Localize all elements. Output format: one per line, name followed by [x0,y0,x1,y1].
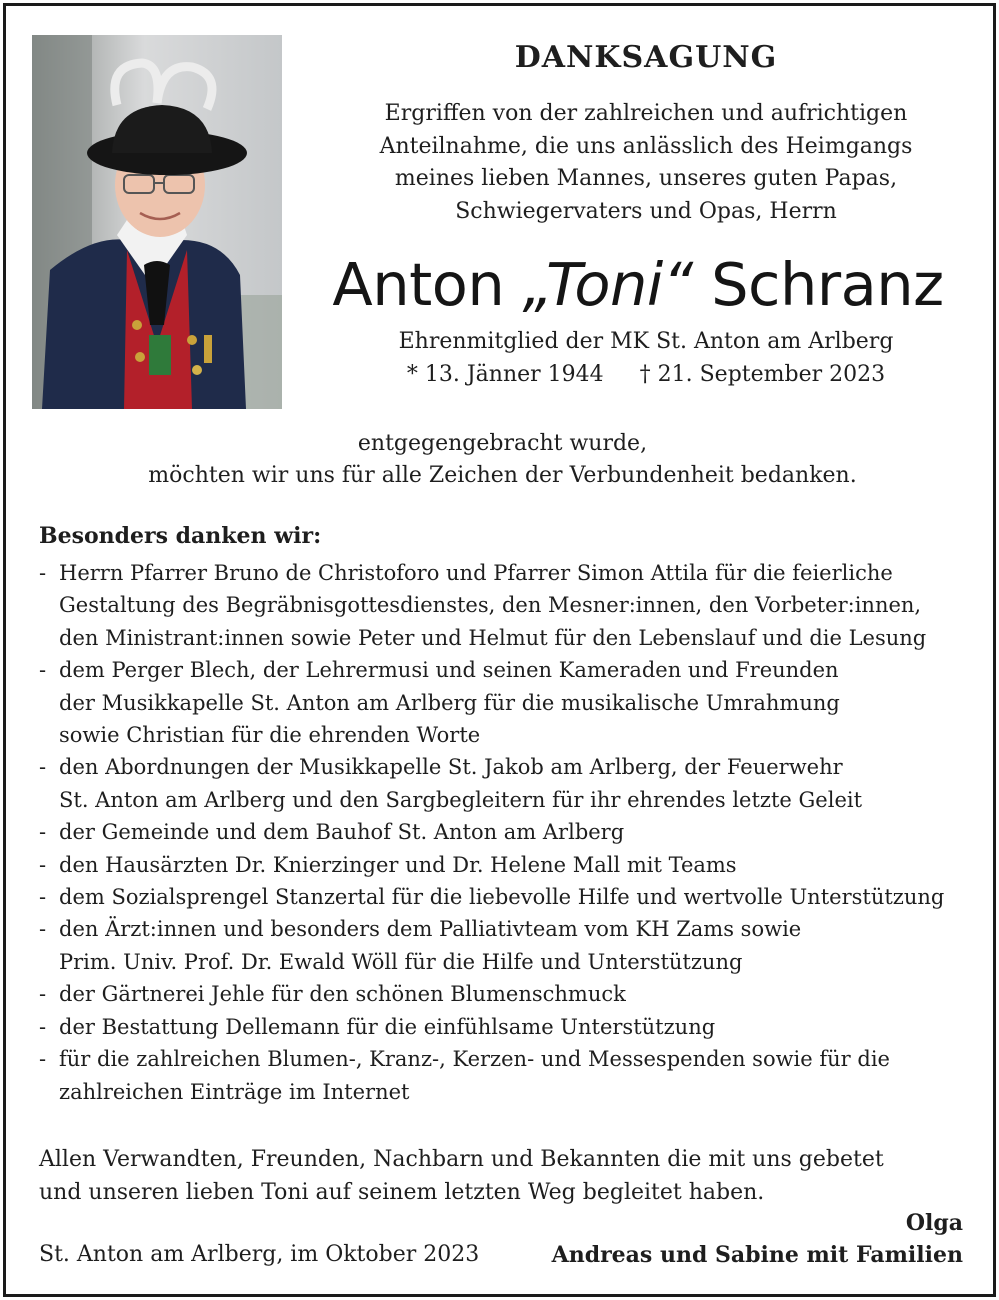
closing-text [39,1144,884,1209]
intro-text [306,98,986,228]
thanks-item-line: - den Ärzt:innen und besonders dem Palliativteam vom KH Zams sowie [59,917,802,942]
birth-date: * 13. Jänner 1944 [406,362,604,387]
thanks-item-line: den Ministrant:innen sowie Peter und Helmut für den Lebenslauf und die Lesung [59,625,927,650]
received-line: möchten wir uns für alle Zeichen der Verbundenheit bedanken. [148,463,857,488]
obituary-notice [3,3,996,1297]
intro-line: meines lieben Mannes, unseres guten Papas, [394,166,898,191]
portrait-photo [32,35,282,409]
honor-line: Ehrenmitglied der MK St. Anton am Arlberg [398,329,894,354]
signature-olga: Olga [905,1210,963,1236]
thanks-item-line: Gestaltung des Begräbnisgottesdienstes, den Mesner:innen, den Vorbeter:innen, [59,593,922,618]
signature-family: Andreas und Sabine mit Familien [551,1242,963,1268]
thanks-item [39,557,979,654]
thanks-item-line: - für die zahlreichen Blumen-, Kranz-, Kerzen- und Messespenden sowie für die [59,1047,890,1072]
thanks-item-line: - dem Sozialsprengel Stanzertal für die liebevolle Hilfe und wertvolle Unterstützung [59,885,945,910]
thanks-heading: Besonders danken wir: [39,523,322,549]
portrait-illustration [32,35,282,409]
thanks-item-line: - der Gärtnerei Jehle für den schönen Blumenschmuck [59,982,626,1007]
thanks-item [39,849,979,881]
thanks-item-line: - den Hausärzten Dr. Knierzinger und Dr. Helene Mall mit Teams [59,852,737,877]
death-date: † 21. September 2023 [639,362,886,387]
received-line: entgegengebracht wurde, [357,431,648,456]
received-text [6,428,996,492]
thanks-item-line: der Musikkapelle St. Anton am Arlberg für die musikalische Umrahmung [59,690,840,715]
thanks-list [39,557,979,1108]
thanks-item [39,816,979,848]
nickname: „Toni“ [522,250,693,319]
last-name: Schranz [711,250,944,319]
heading: DANKSAGUNG [514,40,778,75]
intro-line: Schwiegervaters und Opas, Herrn [455,198,837,224]
thanks-item-line: - dem Perger Blech, der Lehrermusi und seinen Kameraden und Freunden [59,658,839,683]
thanks-item-line: Prim. Univ. Prof. Dr. Ewald Wöll für die Hilfe und Unterstützung [59,949,743,974]
intro-line: Anteilnahme, die uns anlässlich des Heimgangs [379,133,913,159]
thanks-item [39,978,979,1010]
thanks-item [39,1043,979,1108]
thanks-item [39,913,979,978]
thanks-item-line: - der Bestattung Dellemann für die einfühlsame Unterstützung [59,1014,716,1039]
place-date: St. Anton am Arlberg, im Oktober 2023 [39,1242,480,1267]
first-name: Anton [332,250,505,319]
thanks-item-line: - den Abordnungen der Musikkapelle St. Jakob am Arlberg, der Feuerwehr [59,755,843,780]
thanks-item-line: - Herrn Pfarrer Bruno de Christoforo und Pfarrer Simon Attila für die feierliche [59,561,893,585]
closing-line: Allen Verwandten, Freunden, Nachbarn und Bekannten die mit uns gebetet [39,1147,884,1172]
thanks-item-line: sowie Christian für die ehrenden Worte [59,723,481,748]
intro-line: Ergriffen von der zahlreichen und aufrichtigen [384,101,908,126]
thanks-item-line: - der Gemeinde und dem Bauhof St. Anton am Arlberg [59,820,625,845]
thanks-item [39,881,979,913]
thanks-item-line: St. Anton am Arlberg und den Sargbegleitern für ihr ehrendes letzte Geleit [59,787,863,812]
thanks-item [39,751,979,816]
life-dates [306,362,986,387]
closing-line: und unseren lieben Toni auf seinem letzten Weg begleitet haben. [39,1179,765,1205]
thanks-item [39,1011,979,1043]
thanks-item [39,654,979,751]
deceased-name [288,250,988,319]
thanks-item-line: zahlreichen Einträge im Internet [59,1079,410,1104]
